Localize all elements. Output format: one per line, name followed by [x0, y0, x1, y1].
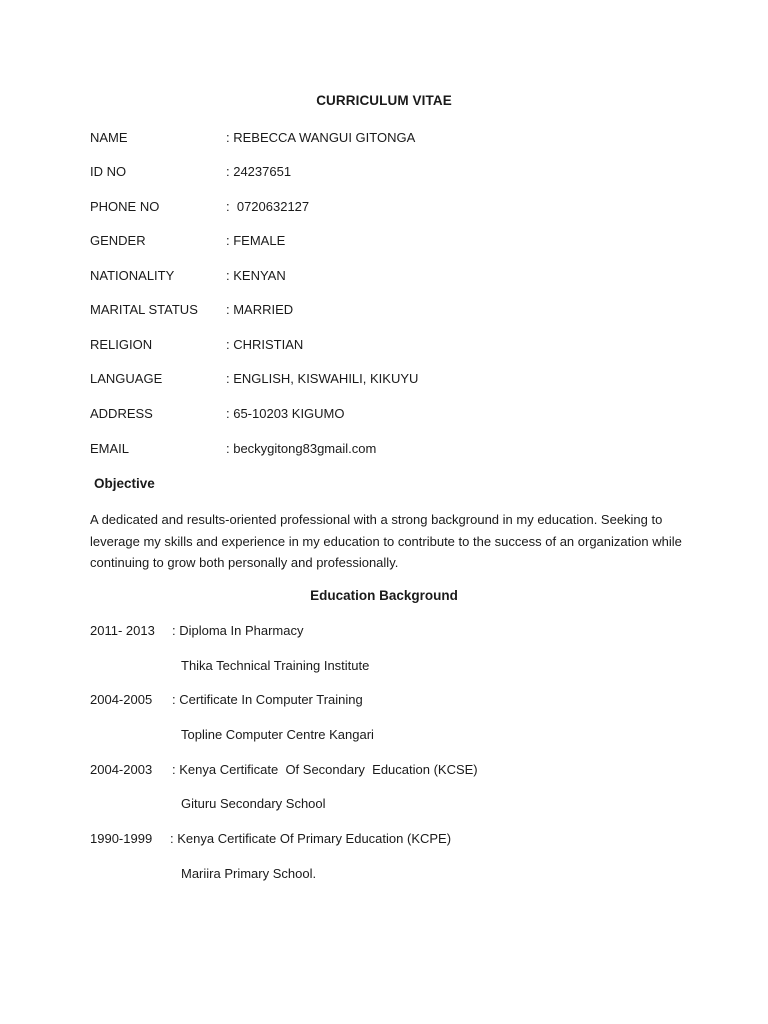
field-label: ID NO: [90, 164, 127, 179]
field-value: : 65-10203 KIGUMO: [226, 406, 345, 421]
field-value: : ENGLISH, KISWAHILI, KIKUYU: [226, 371, 419, 386]
field-label: EMAIL: [90, 441, 130, 456]
objective-heading: Objective: [94, 476, 155, 491]
education-institution: Thika Technical Training Institute: [181, 658, 370, 673]
field-value: : FEMALE: [226, 233, 286, 248]
field-value: : 0720632127: [226, 199, 310, 214]
education-institution: Mariira Primary School.: [181, 866, 317, 881]
field-label: ADDRESS: [90, 406, 153, 421]
field-label: MARITAL STATUS: [90, 302, 198, 317]
field-label: GENDER: [90, 233, 146, 248]
field-label: NATIONALITY: [90, 268, 175, 283]
education-heading: Education Background: [310, 588, 458, 603]
education-qualification: : Kenya Certificate Of Secondary Education (KCSE): [172, 762, 478, 777]
field-value: : KENYAN: [226, 268, 286, 283]
field-label: PHONE NO: [90, 199, 160, 214]
field-label: NAME: [90, 130, 128, 145]
document-title: CURRICULUM VITAE: [316, 93, 452, 108]
field-label: LANGUAGE: [90, 371, 163, 386]
education-years: 1990-1999: [90, 831, 153, 846]
education-years: 2011- 2013: [90, 623, 155, 638]
education-qualification: : Certificate In Computer Training: [172, 692, 363, 707]
education-institution: Topline Computer Centre Kangari: [181, 727, 374, 742]
education-years: 2004-2005: [90, 692, 153, 707]
field-value: : CHRISTIAN: [226, 337, 304, 352]
field-value: : REBECCA WANGUI GITONGA: [226, 130, 416, 145]
field-value: : beckygitong83gmail.com: [226, 441, 377, 456]
education-qualification: : Diploma In Pharmacy: [172, 623, 304, 638]
field-value: : 24237651: [226, 164, 292, 179]
objective-text: A dedicated and results-oriented professional with a strong background in my education. Seeking to leverage my skills and experience in my education to contribute to the success of an organization while continuing to grow both personally and professionally.: [90, 512, 682, 571]
field-value: : MARRIED: [226, 302, 294, 317]
education-qualification: : Kenya Certificate Of Primary Education (KCPE): [170, 831, 452, 846]
education-years: 2004-2003: [90, 762, 153, 777]
education-institution: Gituru Secondary School: [181, 796, 326, 811]
field-label: RELIGION: [90, 337, 153, 352]
